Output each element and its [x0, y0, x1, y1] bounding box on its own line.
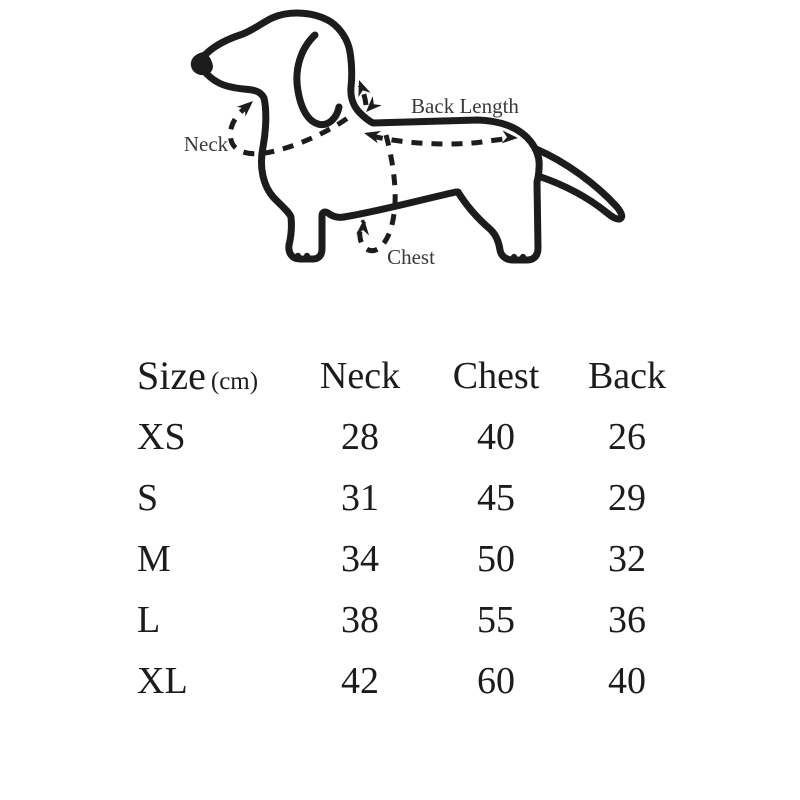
header-unit-label: (cm)	[210, 367, 259, 395]
row-xs-chest: 40	[477, 415, 515, 458]
row-s-chest: 45	[477, 476, 515, 519]
row-l-chest: 55	[477, 598, 515, 641]
neck-measure-label: Neck	[183, 132, 229, 156]
row-m-back: 32	[608, 537, 646, 580]
back-length-line	[372, 136, 511, 144]
row-l-back: 36	[608, 598, 646, 641]
dog-ear	[297, 35, 339, 125]
row-s-neck: 31	[341, 476, 379, 519]
row-xs-back: 26	[608, 415, 646, 458]
row-xl-chest: 60	[477, 659, 515, 702]
neck-top-arrowhead	[353, 78, 371, 97]
header-back: Back	[587, 354, 667, 397]
row-xl-back: 40	[608, 659, 646, 702]
row-m-chest: 50	[477, 537, 515, 580]
row-xl-size: XL	[137, 659, 188, 702]
header-neck: Neck	[319, 354, 401, 397]
dog-measurement-diagram	[0, 0, 800, 335]
header-size	[130, 352, 290, 398]
neck-arrowhead	[237, 96, 258, 116]
row-l-size: L	[137, 598, 161, 641]
dog-nose	[191, 52, 213, 75]
row-m-size: M	[137, 537, 171, 580]
chest-arrowhead	[356, 218, 370, 235]
row-xs-size: XS	[137, 415, 186, 458]
row-l-neck: 38	[341, 598, 379, 641]
row-m-neck: 34	[341, 537, 379, 580]
row-s-back: 29	[608, 476, 646, 519]
back-length-measure-label: Back Length	[411, 94, 519, 118]
header-size-label: Size	[137, 352, 206, 398]
chest-measure-loop	[360, 135, 395, 251]
row-xs-neck: 28	[341, 415, 379, 458]
row-xl-neck: 42	[341, 659, 379, 702]
header-chest: Chest	[452, 354, 540, 397]
size-table	[130, 345, 692, 711]
row-s-size: S	[137, 476, 159, 519]
chest-measure-label: Chest	[387, 245, 435, 269]
dog-tail	[536, 149, 622, 219]
